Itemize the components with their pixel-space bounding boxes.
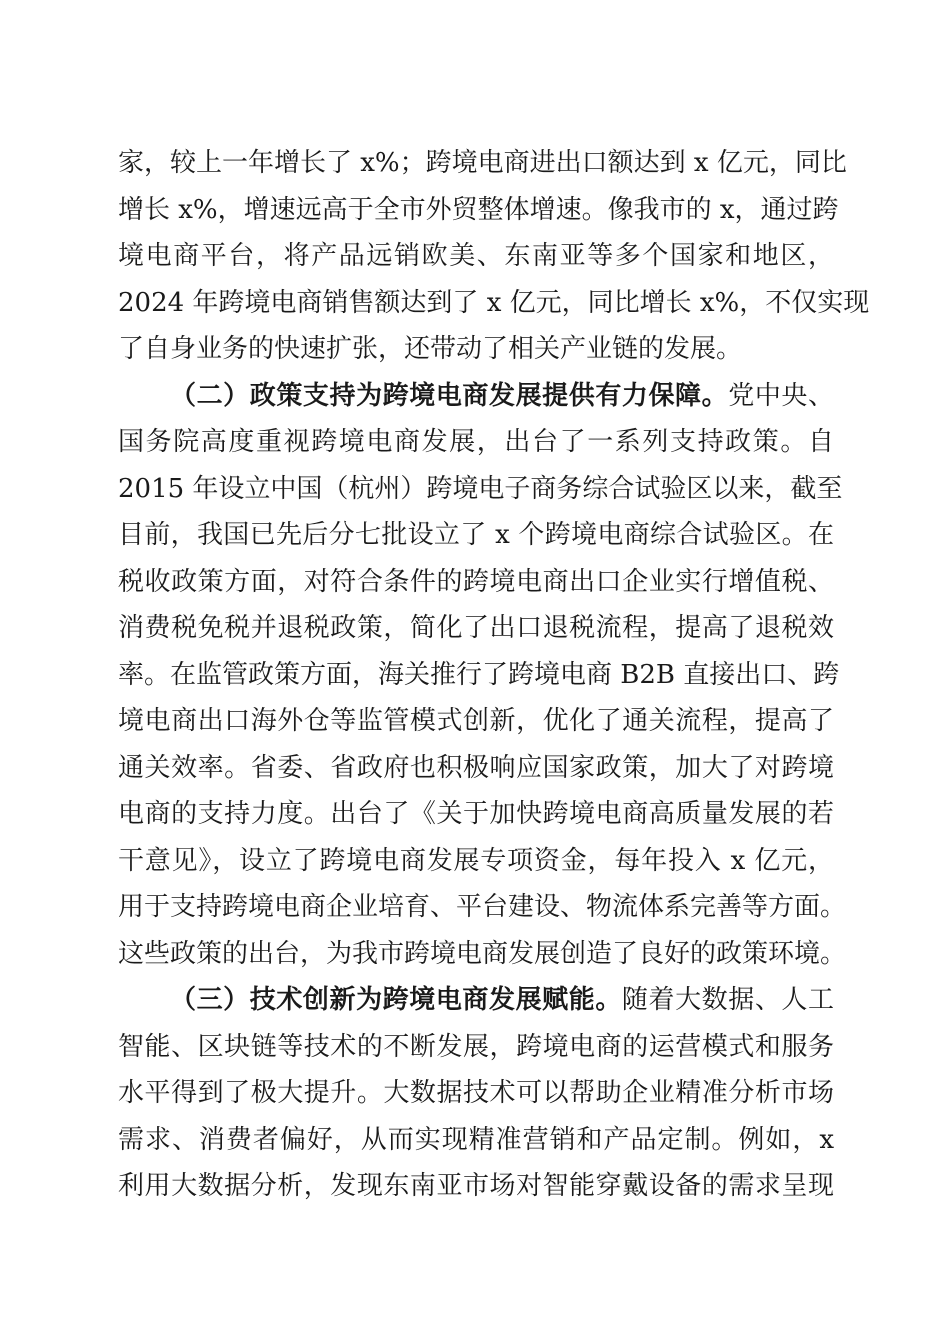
text-line: 水平得到了极大提升。大数据技术可以帮助企业精准分析市场 [118,1078,834,1108]
text-line: 这些政策的出台，为我市跨境电商发展创造了良好的政策环境。 [118,938,847,969]
document-body [118,140,870,1210]
text-run: 党中央、 [728,380,834,411]
text-line: 利用大数据分析，发现东南亚市场对智能穿戴设备的需求呈现 [118,1171,834,1201]
text-line [118,977,834,1024]
text-line: 增长 x%，增速远高于全市外贸整体增速。像我市的 x，通过跨 [118,194,839,225]
text-line: 需求、消费者偏好，从而实现精准营销和产品定制。例如，x [118,1124,834,1155]
paragraph-3 [118,977,834,1210]
text-line: 智能、区块链等技术的不断发展，跨境电商的运营模式和服务 [118,1031,834,1062]
text-line: 2015 年设立中国（杭州）跨境电子商务综合试验区以来，截至 [118,473,843,504]
text-line: 消费税免税并退税政策，简化了出口退税流程，提高了退税效 [118,613,834,643]
text-line: 干意见》，设立了跨境电商发展专项资金，每年投入 x 亿元， [118,845,834,876]
text-line: 用于支持跨境电商企业培育、平台建设、物流体系完善等方面。 [118,892,847,922]
text-line: 通关效率。省委、省政府也积极响应国家政策，加大了对跨境 [118,752,834,783]
section-heading: （二）政策支持为跨境电商发展提供有力保障。 [170,380,729,411]
text-line: 家，较上一年增长了 x%；跨境电商进出口额达到 x 亿元，同比 [118,148,847,178]
text-line: 境电商出口海外仓等监管模式创新，优化了通关流程，提高了 [118,706,834,736]
paragraph-2 [118,373,847,978]
text-line: 率。在监管政策方面，海关推行了跨境电商 B2B 直接出口、跨 [118,659,840,690]
text-line: 税收政策方面，对符合条件的跨境电商出口企业实行增值税、 [118,566,834,597]
text-line: 目前，我国已先后分七批设立了 x 个跨境电商综合试验区。在 [118,520,834,550]
text-line: 2024 年跨境电商销售额达到了 x 亿元，同比增长 x%，不仅实现 [118,287,870,318]
section-heading: （三）技术创新为跨境电商发展赋能。 [170,985,622,1015]
text-line: 境电商平台，将产品远销欧美、东南亚等多个国家和地区， [118,241,834,271]
text-run: 随着大数据、人工 [621,985,834,1015]
text-line: 了自身业务的快速扩张，还带动了相关产业链的发展。 [118,334,743,364]
text-line: 电商的支持力度。出台了《关于加快跨境电商高质量发展的若 [118,799,834,829]
text-line: 国务院高度重视跨境电商发展，出台了一系列支持政策。自 [118,427,834,457]
text-line [118,373,834,420]
paragraph-1 [118,140,870,373]
